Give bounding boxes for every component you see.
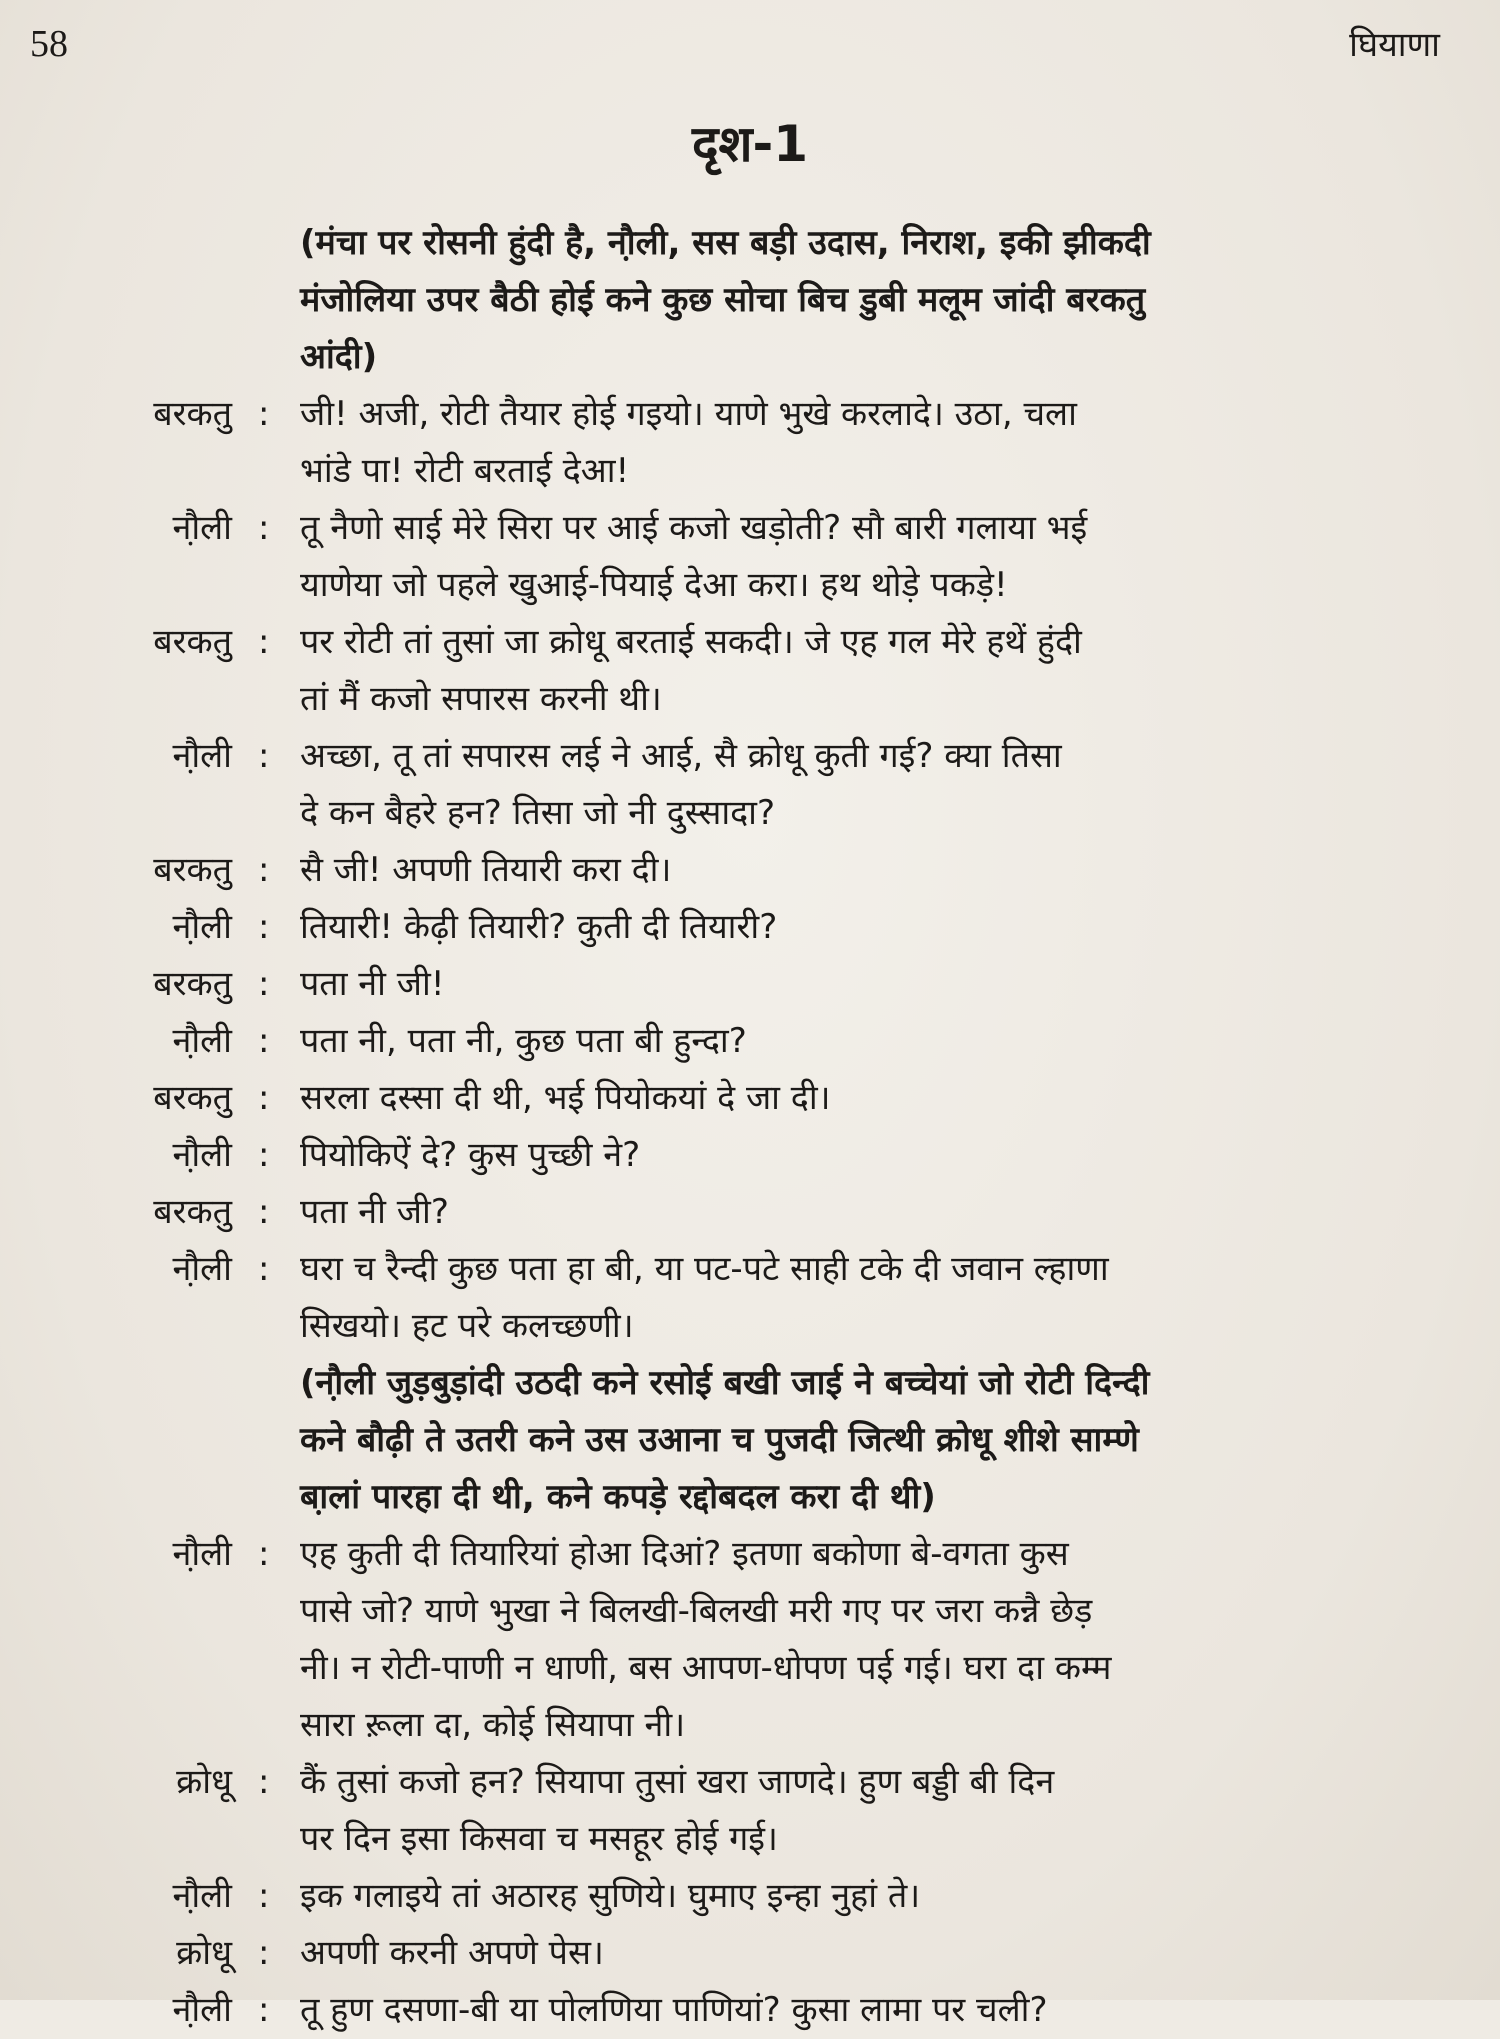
- speaker-colon: :: [258, 850, 270, 890]
- speaker-colon: :: [258, 1933, 270, 1973]
- text-line: सारा रू़ला दा, कोई सियापा नी।: [300, 1705, 686, 1745]
- dialogue-block: [0, 1013, 1500, 1070]
- text-line: नी। न रोटी-पाणी न धाणी, बस आपण-धोपण पई गई। घरा दा कम्म: [300, 1648, 1112, 1688]
- text-line: सिखयो। हट परे कलच्छणी।: [300, 1306, 634, 1346]
- speaker-colon: :: [258, 964, 270, 1004]
- speaker-colon: :: [258, 1990, 270, 2030]
- dialogue-block: [0, 1982, 1500, 2039]
- dialogue-block: [0, 899, 1500, 956]
- speaker-colon: :: [258, 907, 270, 947]
- speaker-colon: :: [258, 622, 270, 662]
- dialogue-block: [0, 1925, 1500, 1982]
- play-text: [0, 215, 1500, 2039]
- dialogue-block: [0, 956, 1500, 1013]
- speaker-name: नौ़ली: [172, 736, 232, 776]
- speaker-name: क्रोधू: [176, 1933, 232, 1973]
- speaker-name: क्रोधू: [176, 1762, 232, 1802]
- speaker-colon: :: [258, 1192, 270, 1232]
- running-head: घियाणा: [1349, 25, 1440, 65]
- speaker-name: नौ़ली: [172, 1021, 232, 1061]
- text-line: जी! अजी, रोटी तैयार होई गइयो। याणे भुखे करलादे। उठा, चला: [300, 394, 1077, 434]
- speaker-colon: :: [258, 1876, 270, 1916]
- speaker-colon: :: [258, 1021, 270, 1061]
- text-line: सै जी! अपणी तियारी करा दी।: [300, 850, 672, 890]
- text-line: भांडे पा! रोटी बरताई देआ!: [300, 451, 630, 491]
- speaker-colon: :: [258, 1078, 270, 1118]
- speaker-name: बरकतु: [153, 394, 232, 434]
- text-line: घरा च रैन्दी कुछ पता हा बी, या पट-पटे साही टके दी जवान ल्हाणा: [300, 1249, 1109, 1289]
- dialogue-block: [0, 1526, 1500, 1754]
- text-line: पता नी जी?: [300, 1192, 449, 1232]
- speaker-colon: :: [258, 394, 270, 434]
- speaker-name: नौ़ली: [172, 1249, 232, 1289]
- speaker-name: बरकतु: [153, 850, 232, 890]
- speaker-colon: :: [258, 1249, 270, 1289]
- text-line: पता नी जी!: [300, 964, 445, 1004]
- speaker-name: नौ़ली: [172, 1990, 232, 2030]
- dialogue-block: [0, 1184, 1500, 1241]
- speaker-name: नौ़ली: [172, 1876, 232, 1916]
- dialogue-block: [0, 614, 1500, 728]
- text-line: तू नैणो साई मेरे सिरा पर आई कजो खड़ोती? सौ बारी गलाया भई: [300, 508, 1088, 548]
- page-number: 58: [30, 23, 68, 65]
- text-line: तियारी! केढ़ी तियारी? कुती दी तियारी?: [300, 907, 778, 947]
- text-line: अच्छा, तू तां सपारस लई ने आई, सै क्रोधू कुती गई? क्या तिसा: [300, 736, 1062, 776]
- text-line: पता नी, पता नी, कुछ पता बी हुन्दा?: [300, 1021, 747, 1061]
- dialogue-block: [0, 500, 1500, 614]
- text-line: मंजोलिया उपर बैठी होई कने कुछ सोचा बिच डुबी मलूम जांदी बरकतु: [300, 280, 1146, 320]
- speaker-colon: :: [258, 1762, 270, 1802]
- text-line: पर रोटी तां तुसां जा क्रोधू बरताई सकदी। जे एह गल मेरे हथें हुंदी: [300, 622, 1082, 662]
- dialogue-block: [0, 1754, 1500, 1868]
- dialogue-block: [0, 842, 1500, 899]
- speaker-colon: :: [258, 736, 270, 776]
- speaker-name: बरकतु: [153, 622, 232, 662]
- text-line: कैं तुसां कजो हन? सियापा तुसां खरा जाणदे। हुण बड्डी बी दिन: [300, 1762, 1055, 1802]
- text-line: इक गलाइये तां अठारह सुणिये। घुमाए इन्हा नुहां ते।: [300, 1876, 921, 1916]
- speaker-colon: :: [258, 508, 270, 548]
- text-line: तां मैं कजो सपारस करनी थी।: [300, 679, 662, 719]
- speaker-name: बरकतु: [153, 1078, 232, 1118]
- scene-title: दृश-1: [691, 115, 809, 173]
- dialogue-block: [0, 1127, 1500, 1184]
- dialogue-block: [0, 1070, 1500, 1127]
- text-line: दे कन बैहरे हन? तिसा जो नी दुस्सादा?: [300, 793, 776, 833]
- speaker-colon: :: [258, 1135, 270, 1175]
- speaker-colon: :: [258, 1534, 270, 1574]
- text-line: (मंचा पर रोसनी हुंदी है, नौ़ली, सस बड़ी उदास, निराश, इकी झीकदी: [300, 223, 1151, 263]
- dialogue-block: [0, 1241, 1500, 1355]
- speaker-name: नौ़ली: [172, 1534, 232, 1574]
- text-line: तू हुण दसणा-बी या पोलणिया पाणियां? कुसा लामा पर चली?: [300, 1990, 1048, 2030]
- text-line: आंदी): [300, 337, 378, 377]
- speaker-name: बरकतु: [153, 964, 232, 1004]
- text-line: याणेया जो पहले खुआई-पियाई देआ करा। हथ थोड़े पकड़े!: [300, 565, 1008, 605]
- text-line: एह कुती दी तियारियां होआ दिआं? इतणा बकोणा बे-वगता कुस: [300, 1534, 1069, 1574]
- text-line: पासे जो? याणे भुखा ने बिलखी-बिलखी मरी गए पर जरा कन्नै छेड़: [300, 1591, 1093, 1631]
- text-line: बा़लां पारहा दी थी, कने कपड़े रद्दोबदल करा दी थी): [300, 1477, 936, 1517]
- text-line: पर दिन इसा किसवा च मसहूर होई गई।: [300, 1819, 778, 1859]
- dialogue-block: [0, 1868, 1500, 1925]
- dialogue-block: [0, 386, 1500, 500]
- speaker-name: नौ़ली: [172, 1135, 232, 1175]
- text-line: अपणी करनी अपणे पेस।: [300, 1933, 604, 1973]
- text-line: पियोकिऐं दे? कुस पुच्छी ने?: [300, 1135, 641, 1175]
- speaker-name: नौ़ली: [172, 508, 232, 548]
- stage-direction: [0, 1355, 1500, 1526]
- text-line: (नौ़ली जुड़बुड़ांदी उठदी कने रसोई बखी जाई ने बच्चेयां जो रोटी दिन्दी: [300, 1363, 1150, 1403]
- speaker-name: नौ़ली: [172, 907, 232, 947]
- stage-direction: [0, 215, 1500, 386]
- text-line: सरला दस्सा दी थी, भई पियोकयां दे जा दी।: [300, 1078, 831, 1118]
- text-line: कने बौढ़ी ते उतरी कने उस उआना च पुजदी जित्थी क्रोधू शीशे साम्णे: [300, 1420, 1139, 1460]
- speaker-name: बरकतु: [153, 1192, 232, 1232]
- dialogue-block: [0, 728, 1500, 842]
